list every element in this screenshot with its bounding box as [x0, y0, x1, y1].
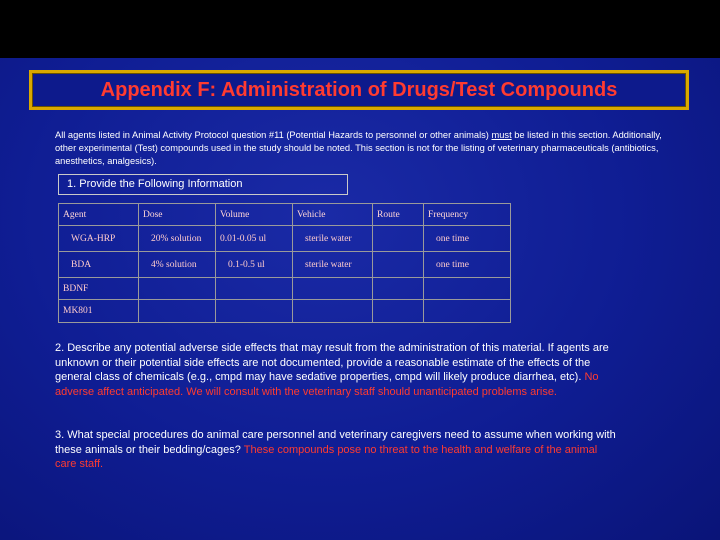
question-3-answer: These compounds pose no threat to the health and welfare of the animal care staff. — [55, 443, 598, 471]
title-inner — [32, 73, 686, 107]
intro-text-after: be listed in this section. Additionally, other experimental (Test) compounds used in the study should be noted. This section is not for the listing of veterinary pharmaceuticals (antibiotics, anesthetics, analgesics). — [55, 130, 662, 166]
cell-volume: 0.1-0.5 ul — [216, 252, 293, 278]
intro-text-before: All agents listed in Animal Activity Protocol question #11 (Potential Hazards to personnel or other animals) — [55, 130, 492, 140]
header-frequency: Frequency — [424, 204, 511, 226]
question-1-box: 1. Provide the Following Information — [58, 174, 348, 195]
intro-emphasis: must — [491, 130, 512, 140]
cell-frequency: one time — [424, 226, 511, 252]
agents-table — [58, 203, 511, 323]
title-frame — [29, 70, 689, 110]
cell-dose: 20% solution — [139, 226, 216, 252]
question-3-text: 3. What special procedures do animal care personnel and veterinary caregivers need to assume when working with these animals or their bedding/cages? — [55, 429, 616, 456]
table-row — [59, 252, 511, 278]
cell-route — [373, 252, 424, 278]
header-agent: Agent — [59, 204, 139, 226]
cell-vehicle — [293, 300, 373, 323]
cell-vehicle: sterile water — [293, 252, 373, 278]
cell-route — [373, 226, 424, 252]
cell-vehicle — [293, 278, 373, 300]
top-band — [0, 0, 720, 58]
header-route: Route — [373, 204, 424, 226]
question-2 — [55, 341, 620, 399]
cell-route — [373, 278, 424, 300]
table-header-row — [59, 204, 511, 226]
cell-route — [373, 300, 424, 323]
intro-paragraph — [55, 129, 670, 168]
page-title: Appendix F: Administration of Drugs/Test Compounds — [100, 78, 618, 101]
header-volume: Volume — [216, 204, 293, 226]
table-row — [59, 226, 511, 252]
cell-agent: WGA-HRP — [59, 226, 139, 252]
cell-volume — [216, 278, 293, 300]
cell-frequency: one time — [424, 252, 511, 278]
table-row — [59, 278, 511, 300]
cell-volume — [216, 300, 293, 323]
cell-dose — [139, 278, 216, 300]
table-row — [59, 300, 511, 323]
header-dose: Dose — [139, 204, 216, 226]
cell-vehicle: sterile water — [293, 226, 373, 252]
cell-frequency — [424, 300, 511, 323]
cell-agent: BDNF — [59, 278, 139, 300]
question-2-answer: No adverse affect anticipated. We will consult with the veterinary staff should unanticipated problems arise. — [55, 371, 599, 398]
question-2-text: 2. Describe any potential adverse side effects that may result from the administration of this material. If agents are unknown or their potential side effects are not documented, provide a reasonable estimate of the effects of the general class of chemicals (e.g., cmpd may have sedative properties, cmpd will likely produce diarrhea, etc). — [55, 342, 609, 384]
cell-volume: 0.01-0.05 ul — [216, 226, 293, 252]
header-vehicle: Vehicle — [293, 204, 373, 226]
question-3 — [55, 428, 620, 472]
cell-agent: MK801 — [59, 300, 139, 323]
cell-dose — [139, 300, 216, 323]
cell-dose: 4% solution — [139, 252, 216, 278]
cell-frequency — [424, 278, 511, 300]
cell-agent: BDA — [59, 252, 139, 278]
